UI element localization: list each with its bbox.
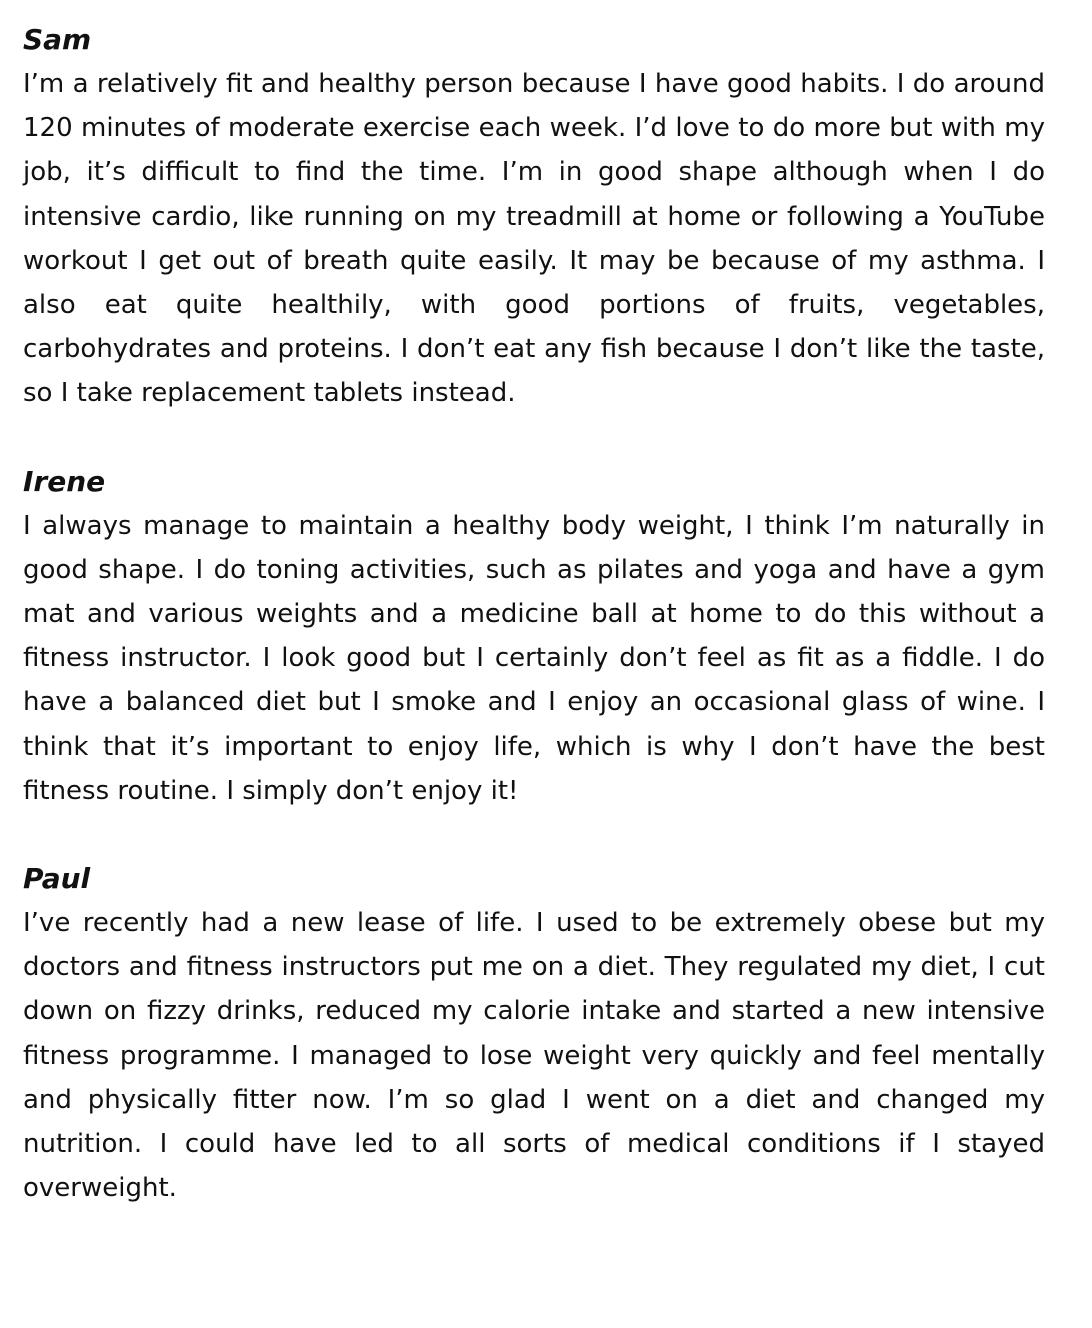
document-page bbox=[23, 18, 1045, 1254]
section-paul bbox=[23, 857, 1045, 1210]
speaker-name-paul: Paul bbox=[23, 862, 91, 896]
speaker-name-sam: Sam bbox=[23, 23, 92, 56]
speaker-text-paul: I’ve recently had a new lease of life. I used to be extremely obese but my doctors and fitness instructors put me on a diet. They regulated my diet, I cut down on fizzy drinks, reduced my calorie intake and started a new intensive fitness programme. I managed to lose weight very quickly and feel mentally and physically fitter now. I’m so glad I went on a diet and changed my nutrition. I could have led to all sorts of medical conditions if I stayed overweight. bbox=[23, 908, 1045, 1204]
speaker-text-sam: I’m a relatively fit and healthy person because I have good habits. I do around 120 minutes of moderate exercise each week. I’d love to do more but with my job, it’s difficult to find the time. I’m in good shape although when I do intensive cardio, like running on my treadmill at home or following a YouTube workout I get out of breath quite easily. It may be because of my asthma. I also eat quite healthily, with good portions of fruits, vegetables, carbohydrates and proteins. I don’t eat any fish because I don’t like the taste, so I take replacement tablets instead. bbox=[23, 69, 1045, 409]
section-sam bbox=[23, 18, 1045, 416]
section-irene bbox=[23, 460, 1045, 813]
speaker-text-irene: I always manage to maintain a healthy body weight, I think I’m naturally in good shape. I do toning activities, such as pilates and yoga and have a gym mat and various weights and a medicine ball at home to do this without a fitness instructor. I look good but I certainly don’t feel as fit as a fiddle. I do have a balanced diet but I smoke and I enjoy an occasional glass of wine. I think that it’s important to enjoy life, which is why I don’t have the best fitness routine. I simply don’t enjoy it! bbox=[23, 510, 1045, 806]
speaker-name-irene: Irene bbox=[23, 464, 106, 498]
